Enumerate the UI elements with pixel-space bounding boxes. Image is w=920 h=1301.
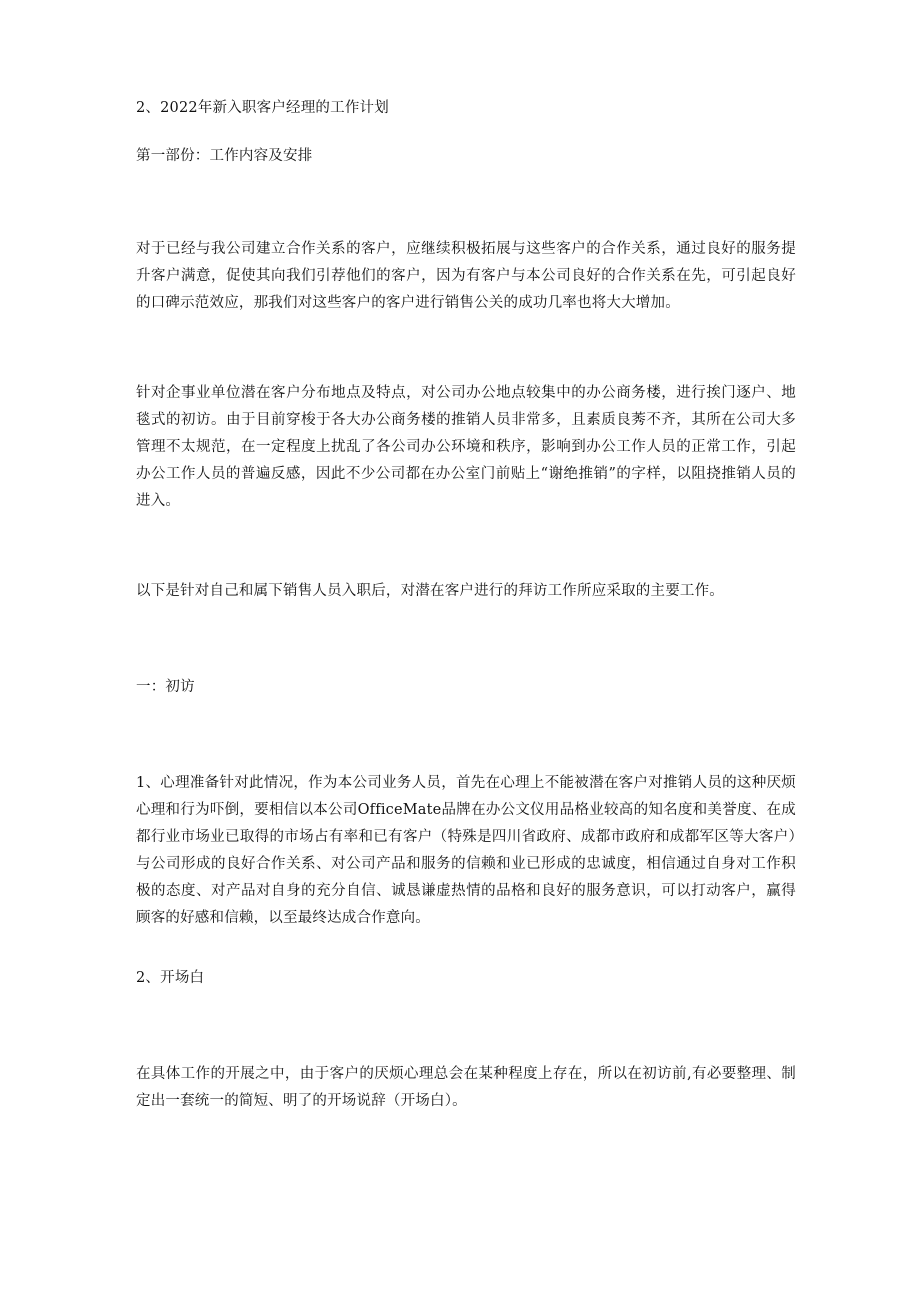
paragraph-potential-clients: 针对企事业单位潜在客户分布地点及特点，对公司办公地点较集中的办公商务楼，进行挨门逐户、地毯式的初访。由于目前穿梭于各大办公商务楼的推销人员非常多，且素质良莠不齐，其所在公司大多管理不太规范，在一定程度上扰乱了各公司办公环境和秩序，影响到办公工作人员的正常工作，引起办公工作人员的普遍反感，因此不少公司都在办公室门前贴上“谢绝推销”的字样，以阻挠推销人员的进入。: [136, 385, 796, 509]
paragraph-intro-work: 以下是针对自己和属下销售人员入职后，对潜在客户进行的拜访工作所应采取的主要工作。: [136, 583, 724, 599]
paragraph-opening-remarks: 在具体工作的开展之中，由于客户的厌烦心理总会在某种程度上存在，所以在初访前,有必要整理、制定出一套统一的简短、明了的开场说辞（开场白）。: [136, 1066, 796, 1109]
heading-first-visit: 一：初访: [136, 679, 195, 695]
section-heading: 第一部份：工作内容及安排: [136, 148, 313, 164]
heading-opening-remarks: 2、开场白: [136, 970, 205, 986]
document-title: 2、2022年新入职客户经理的工作计划: [136, 100, 389, 116]
paragraph-mental-preparation: 1、心理准备针对此情况，作为本公司业务人员，首先在心理上不能被潜在客户对推销人员的这种厌烦心理和行为吓倒，要相信以本公司OfficeMate品牌在办公文仪用品格业较高的知名度和美誉度、在成都行业市场业已取得的市场占有率和已有客户（特殊是四川省政府、成都市政府和成都军区等大客户）与公司形成的良好合作关系、对公司产品和服务的信赖和业已形成的忠诚度，相信通过自身对工作积极的态度、对产品对自身的充分自信、诚恳谦虚热情的品格和良好的服务意识，可以打动客户，赢得顾客的好感和信赖，以至最终达成合作意向。: [136, 775, 796, 926]
paragraph-existing-clients: 对于已经与我公司建立合作关系的客户，应继续积极拓展与这些客户的合作关系，通过良好的服务提升客户满意，促使其向我们引荐他们的客户，因为有客户与本公司良好的合作关系在先，可引起良好的口碑示范效应，那我们对这些客户的客户进行销售公关的成功几率也将大大增加。: [136, 241, 796, 311]
